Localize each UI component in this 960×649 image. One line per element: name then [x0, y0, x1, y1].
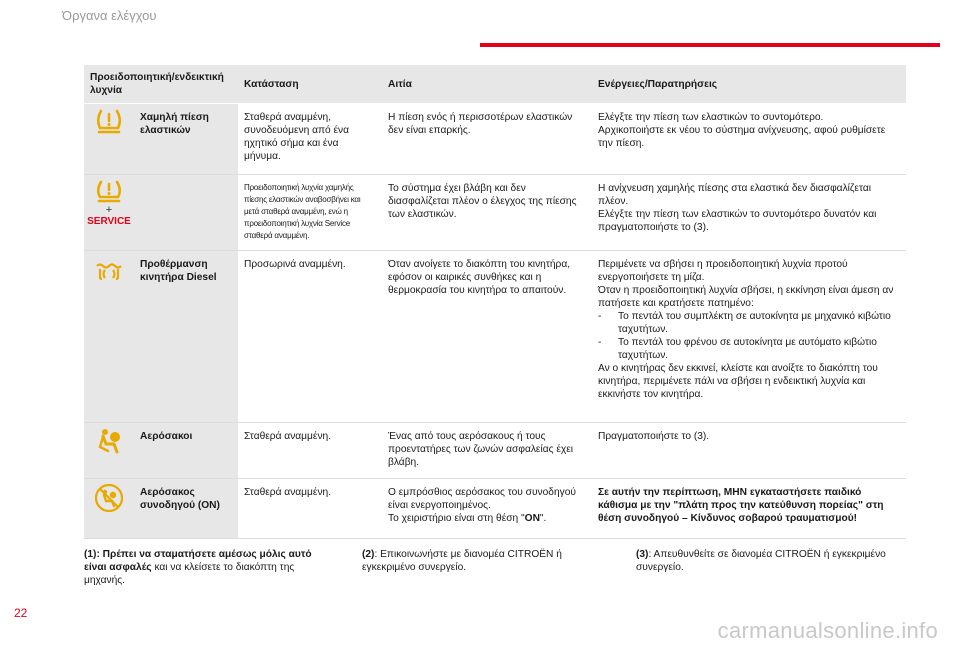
cause-line: Ο εμπρόσθιος αερόσακος του συνοδηγού είναι ενεργοποιημένος.: [388, 487, 576, 511]
table-header-row: [84, 65, 906, 104]
lamp-name: Αερόσακος συνοδηγού (ON): [134, 479, 238, 539]
lamp-state: Σταθερά αναμμένη.: [238, 423, 382, 479]
dash-marker: -: [598, 311, 602, 322]
lamp-name: Προθέρμανση κινητήρα Diesel: [134, 251, 238, 423]
lamp-state: Σταθερά αναμμένη, συνοδευόμενη από ένα ηχητικό σήμα και ένα μήνυμα.: [238, 104, 382, 175]
diesel-preheat-icon: [94, 261, 124, 281]
action-line: Αρχικοποιήστε εκ νέου το σύστημα ανίχνευσης, αφού ρυθμίσετε την πίεση.: [598, 125, 886, 149]
switch-position-on: ON: [524, 513, 540, 524]
lamp-name: Αερόσακοι: [134, 423, 238, 479]
lamp-name: Χαμηλή πίεση ελαστικών: [134, 104, 238, 175]
footnote-3: [636, 548, 886, 574]
lamp-actions: [592, 104, 906, 175]
footnote-1-bold: : Πρέπει να σταματήσετε αμέσως μόλις αυτό είναι ασφαλές: [84, 549, 312, 573]
column-header-actions: Ενέργειες/Παρατηρήσεις: [592, 65, 906, 104]
lamp-state: Προσωρινά αναμμένη.: [238, 251, 382, 423]
footnote-ref: (2): [362, 549, 375, 560]
lamp-cause: Η πίεση ενός ή περισσοτέρων ελαστικών δεν είναι επαρκής.: [382, 104, 592, 175]
lamp-name: [134, 175, 238, 251]
watermark: carmanualsonline.info: [717, 618, 938, 643]
tyre-pressure-service-icon: [94, 179, 124, 205]
lamp-cause: Το σύστημα έχει βλάβη και δεν διασφαλίζεται πλέον ο έλεγχος της πίεσης των ελαστικών.: [382, 175, 592, 251]
plus-sign: +: [105, 204, 113, 216]
tyre-pressure-warning-icon: [94, 108, 124, 136]
page-number: 22: [14, 606, 28, 620]
action-line: Η ανίχνευση χαμηλής πίεσης στα ελαστικά δεν διασφαλίζεται πλέον.: [598, 183, 871, 207]
footnote-1-text: και να κλείσετε το διακόπτη της μηχανής.: [84, 562, 295, 586]
action-line: Ελέγξτε την πίεση των ελαστικών το συντομότερο.: [598, 112, 824, 123]
list-item: [598, 336, 900, 362]
passenger-airbag-off-icon: [93, 483, 125, 513]
lamp-cause: [382, 479, 592, 539]
footnote-2-text: : Επικοινωνήστε με διανομέα CITROËN ή εγκεκριμένο συνεργείο.: [362, 549, 562, 573]
footnote-3-text: : Απευθυνθείτε σε διανομέα CITROËN ή εγκεκριμένο συνεργείο.: [636, 549, 886, 573]
lamp-actions-warning: Σε αυτήν την περίπτωση, ΜΗΝ εγκαταστήσετε παιδικό κάθισμα με την "πλάτη προς την κατεύθυνση πορείας" στη θέση συνοδηγού – Κίνδυνος σοβαρού τραυματισμού!: [592, 479, 906, 539]
airbag-icon: [94, 427, 124, 455]
cause-suffix: ".: [539, 513, 547, 524]
list-item-text: Το πεντάλ του συμπλέκτη σε αυτοκίνητα με μηχανικό κιβώτιο ταχυτήτων.: [618, 311, 891, 335]
table-row: [84, 479, 906, 539]
warning-lamps-table: [84, 65, 906, 539]
cause-line: [388, 512, 586, 525]
lamp-icon-cell: [84, 479, 134, 539]
table-row: [84, 175, 906, 251]
lamp-icon-cell: [84, 104, 134, 175]
lamp-cause: Ένας από τους αερόσακους ή τους προεντατήρες των ζωνών ασφαλείας έχει βλάβη.: [382, 423, 592, 479]
lamp-actions: [592, 423, 906, 479]
lamp-icon-cell: [84, 423, 134, 479]
action-line: Όταν η προειδοποιητική λυχνία σβήσει, η εκκίνηση είναι άμεση αν πατήσετε και κρατήσετε πατημένο:: [598, 285, 894, 309]
column-header-state: Κατάσταση: [238, 65, 382, 104]
footnote-ref: (1): [84, 549, 97, 560]
action-line: Περιμένετε να σβήσει η προειδοποιητική λυχνία προτού ενεργοποιήσετε τη μίζα.: [598, 259, 848, 283]
table-row: [84, 423, 906, 479]
action-line: Ελέγξτε την πίεση των ελαστικών το συντομότερο δυνατόν και πραγματοποιήστε το (3).: [598, 209, 877, 233]
column-header-cause: Αιτία: [382, 65, 592, 104]
lamp-icon-cell: [84, 175, 134, 251]
action-line: Αν ο κινητήρας δεν εκκινεί, κλείστε και ανοίξτε το διακόπτη του κινητήρα, περιμένετε πάλι να σβήσει η ενδεικτική λυχνία και εκκινήστε τον κινητήρα.: [598, 363, 878, 400]
list-item-text: Το πεντάλ του φρένου σε αυτοκίνητα με αυτόματο κιβώτιο ταχυτήτων.: [618, 337, 877, 361]
header-accent-bar: [480, 43, 940, 47]
lamp-cause: Όταν ανοίγετε το διακόπτη του κινητήρα, εφόσον οι καιρικές συνθήκες και η θερμοκρασία του κινητήρα το απαιτούν.: [382, 251, 592, 423]
service-lamp-text: SERVICE: [87, 216, 131, 227]
table-row: [84, 251, 906, 423]
lamp-icon-cell: [84, 251, 134, 423]
dash-marker: -: [598, 337, 602, 348]
action-line: Πραγματοποιήστε το (3).: [598, 431, 710, 442]
footnote-1: [84, 548, 334, 587]
section-title: Όργανα ελέγχου: [62, 8, 157, 23]
lamp-actions: [592, 251, 906, 423]
warning-lamps-table-wrapper: [84, 65, 906, 539]
footnote-ref: (3): [636, 549, 649, 560]
list-item: [598, 310, 900, 336]
cause-prefix: Το χειριστήριο είναι στη θέση ": [388, 513, 525, 524]
lamp-state: Προειδοποιητική λυχνία χαμηλής πίεσης ελαστικών αναβοσβήνει και μετά σταθερά αναμμένη, ενώ η προειδοποιητική λυχνία Service σταθερά αναμμένη.: [238, 175, 382, 251]
column-header-lamp: Προειδοποιητική/ενδεικτική λυχνία: [84, 65, 238, 104]
lamp-state: Σταθερά αναμμένη.: [238, 479, 382, 539]
footnote-2: [362, 548, 612, 574]
lamp-actions: [592, 175, 906, 251]
table-row: [84, 104, 906, 175]
